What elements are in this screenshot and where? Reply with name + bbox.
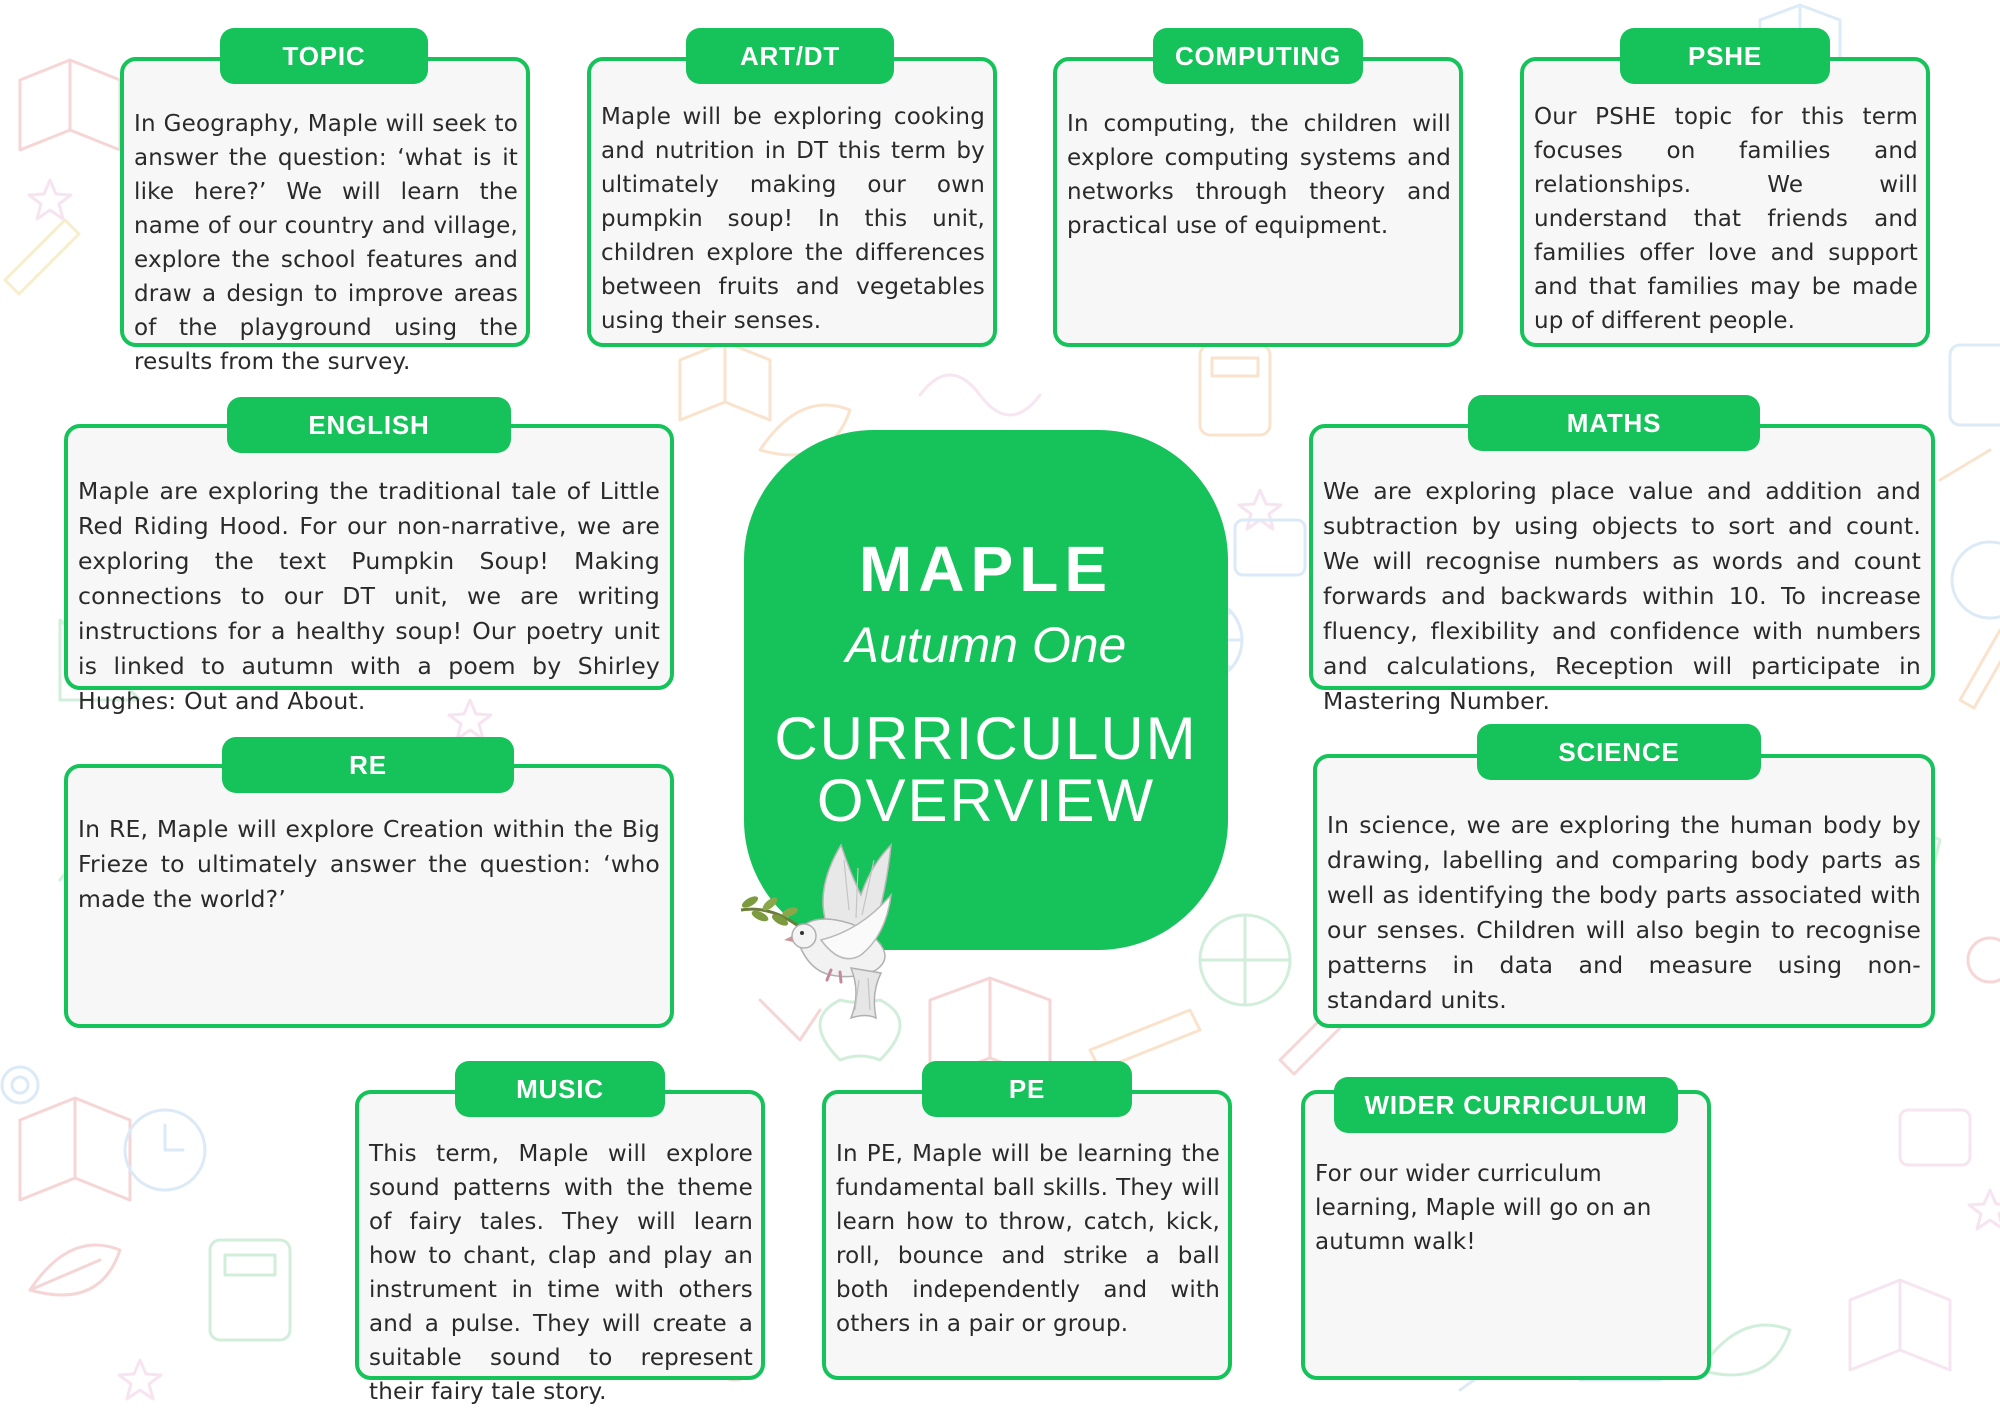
music-text: This term, Maple will explore sound patterns with the theme of fairy tales. They will learn how to chant, clap and play an instrument in time with others and a pulse. They will create a suitable sound to represent their fairy tale story. (369, 1141, 753, 1405)
artdt-tab: ART/DT (686, 28, 894, 84)
pshe-card (1520, 57, 1930, 347)
artdt-card (587, 57, 997, 347)
science-card (1313, 754, 1935, 1028)
pe-tab: PE (922, 1061, 1132, 1117)
music-tab: MUSIC (455, 1061, 665, 1117)
english-tab: ENGLISH (227, 397, 511, 453)
computing-tab: COMPUTING (1153, 28, 1363, 84)
dove-icon (736, 840, 926, 1030)
re-tab: RE (222, 737, 514, 793)
curriculum-heading-line1: CURRICULUM (774, 705, 1198, 772)
term-subtitle: Autumn One (845, 617, 1127, 673)
pe-card (822, 1090, 1232, 1380)
re-text: In RE, Maple will explore Creation within the Big Frieze to ultimately answer the question: ‘who made the world?’ (78, 815, 660, 913)
topic-card (120, 57, 530, 375)
wider-curriculum-tab: WIDER CURRICULUM (1334, 1077, 1678, 1133)
english-card (64, 424, 674, 715)
re-card (64, 764, 674, 1028)
pe-text: In PE, Maple will be learning the fundamental ball skills. They will learn how to throw, catch, kick, roll, bounce and strike a ball both independently and with others in a pair or group. (836, 1141, 1220, 1337)
pshe-tab: PSHE (1620, 28, 1830, 84)
curriculum-heading-line2: OVERVIEW (816, 767, 1156, 834)
maths-text: We are exploring place value and addition and subtraction by using objects to sort and count. We will recognise numbers as words and count forwards and backwards within 10. To increase fluency, flexibility and confidence with numbers and calculations, Reception will participate in Mastering Number. (1323, 477, 1921, 715)
class-name-title: MAPLE (859, 533, 1113, 605)
wider-curriculum-card (1301, 1090, 1711, 1380)
computing-text: In computing, the children will explore computing systems and networks through theory and practical use of equipment. (1067, 111, 1451, 239)
english-text: Maple are exploring the traditional tale of Little Red Riding Hood. For our non-narrative, we are exploring the text Pumpkin Soup! Making connections to our DT unit, we are writing instructions for a healthy soup! Our poetry unit is linked to autumn with a poem by Shirley Hughes: Out and About. (78, 477, 660, 715)
maths-card (1309, 424, 1935, 715)
science-tab: SCIENCE (1477, 724, 1761, 780)
wider-curriculum-text: For our wider curriculum learning, Maple will go on an autumn walk! (1315, 1161, 1652, 1255)
computing-card (1053, 57, 1463, 347)
artdt-text: Maple will be exploring cooking and nutrition in DT this term by ultimately making our own pumpkin soup! In this unit, children explore the differences between fruits and vegetables using their senses. (601, 104, 985, 334)
topic-tab: TOPIC (220, 28, 428, 84)
pshe-text: Our PSHE topic for this term focuses on families and relationships. We will understand that friends and families offer love and support and that families may be made up of different people. (1534, 104, 1918, 334)
maths-tab: MATHS (1468, 395, 1760, 451)
topic-text: In Geography, Maple will seek to answer the question: ‘what is it like here?’ We will learn the name of our country and village, explore the school features and draw a design to improve areas of the playground using the results from the survey. (134, 111, 518, 375)
science-text: In science, we are exploring the human body by drawing, labelling and comparing body parts as well as identifying the body parts associated with our senses. Children will also begin to recognise patterns in data and measure using non-standard units. (1327, 811, 1921, 1014)
music-card (355, 1090, 765, 1405)
